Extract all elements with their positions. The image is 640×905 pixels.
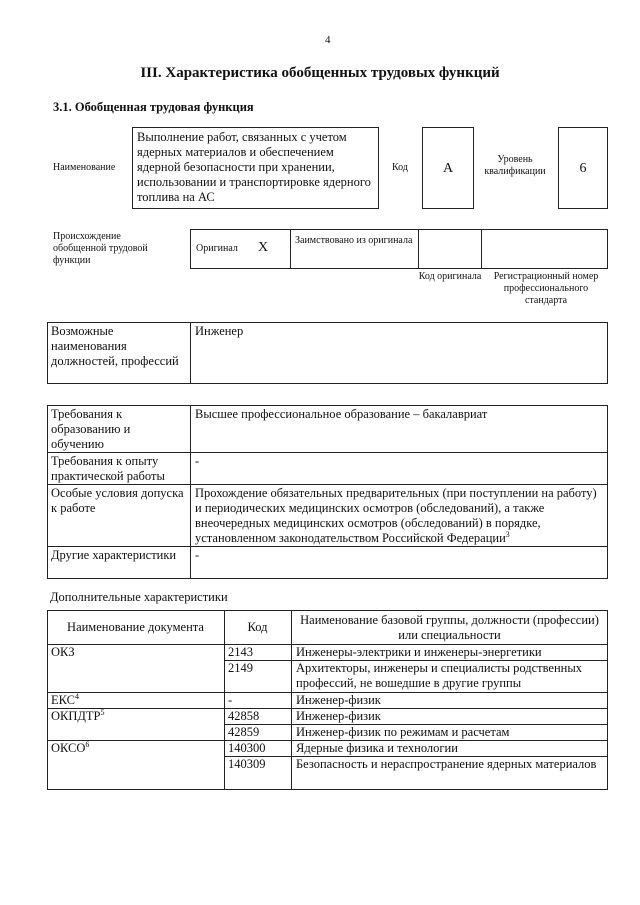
req-special-text: Прохождение обязательных предварительных (при поступлении на работу) и периодических медицинских осмотров (обследований), а также внеочередных медицинских осмотров (обследований) в порядке, установленном законодательством Российской Федерации xyxy=(195,486,597,545)
reg-number-caption: Регистрационный номер профессионального стандарта xyxy=(493,271,599,306)
req-other-value: - xyxy=(195,548,200,562)
level-label: Уровень квалификации xyxy=(484,154,546,177)
row-doc: ЕКС$^4$ xyxy=(51,691,79,707)
name-label: Наименование xyxy=(53,162,116,173)
borrowed-label: Заимствовано из оригинала xyxy=(295,235,413,246)
positions-value: Инженер xyxy=(195,324,244,338)
row-code: 42859 xyxy=(228,725,260,739)
req-education-value: Высшее профессиональное образование – бакалавриат xyxy=(195,407,488,421)
code-box xyxy=(422,127,474,209)
code-value: A xyxy=(442,161,454,176)
header-name: Наименование базовой группы, должности (профессии) или специальности xyxy=(300,613,599,642)
page-number: 4 xyxy=(325,34,331,46)
row-code: - xyxy=(228,693,233,707)
header-document: Наименование документа xyxy=(67,620,204,634)
row-code: 2149 xyxy=(228,661,253,675)
req-other-label: Другие характеристики xyxy=(51,548,177,562)
row-name: Безопасность и нераспространение ядерных материалов xyxy=(296,757,597,771)
function-name-box xyxy=(132,127,379,209)
row-name: Инженер-физик xyxy=(296,709,381,723)
level-value: 6 xyxy=(579,161,587,176)
row-doc: ОКЗ xyxy=(51,645,75,659)
req-special-label: Особые условия допуска к работе xyxy=(51,486,184,515)
original-mark: X xyxy=(258,240,269,255)
additional-title: Дополнительные характеристики xyxy=(50,590,228,604)
section-title: III. Характеристика обобщенных трудовых функций xyxy=(140,65,500,81)
subsection-title: 3.1. Обобщенная трудовая функция xyxy=(53,100,254,114)
row-code: 42858 xyxy=(228,709,260,723)
original-label: Оригинал xyxy=(196,243,238,254)
header-code: Код xyxy=(247,620,268,634)
row-doc: ОКСО$^6$ xyxy=(51,739,90,755)
origin-label: Происхождение обобщенной трудовой функции xyxy=(53,231,148,266)
row-code: 140309 xyxy=(228,757,266,771)
req-education-label: Требования к образованию и обучению xyxy=(51,407,131,451)
function-name-value: Выполнение работ, связанных с учетом ядерных материалов и обеспечением ядерной безопасности при хранении, использовании и транспортировке ядерного топлива на АС xyxy=(137,130,371,204)
row-name: Ядерные физика и технологии xyxy=(296,741,458,755)
req-special-value xyxy=(195,486,605,546)
row-code: 2143 xyxy=(228,645,253,659)
row-name: Инженер-физик xyxy=(296,693,381,707)
positions-label: Возможные наименования должностей, профессий xyxy=(51,324,179,368)
row-code: 140300 xyxy=(228,741,266,755)
code-original-caption: Код оригинала xyxy=(418,271,482,282)
code-label: Код xyxy=(392,162,408,173)
level-box xyxy=(558,127,608,209)
row-name: Инженеры-электрики и инженеры-энергетики xyxy=(296,645,542,659)
row-doc: ОКПДТР$^5$ xyxy=(51,707,105,723)
row-name: Архитекторы, инженеры и специалисты родственных профессий, не вошедшие в другие группы xyxy=(296,661,583,690)
footnote-3: 3 xyxy=(505,529,510,539)
req-experience-label: Требования к опыту практической работы xyxy=(51,454,165,483)
req-experience-value: - xyxy=(195,454,200,468)
row-name: Инженер-физик по режимам и расчетам xyxy=(296,725,510,739)
